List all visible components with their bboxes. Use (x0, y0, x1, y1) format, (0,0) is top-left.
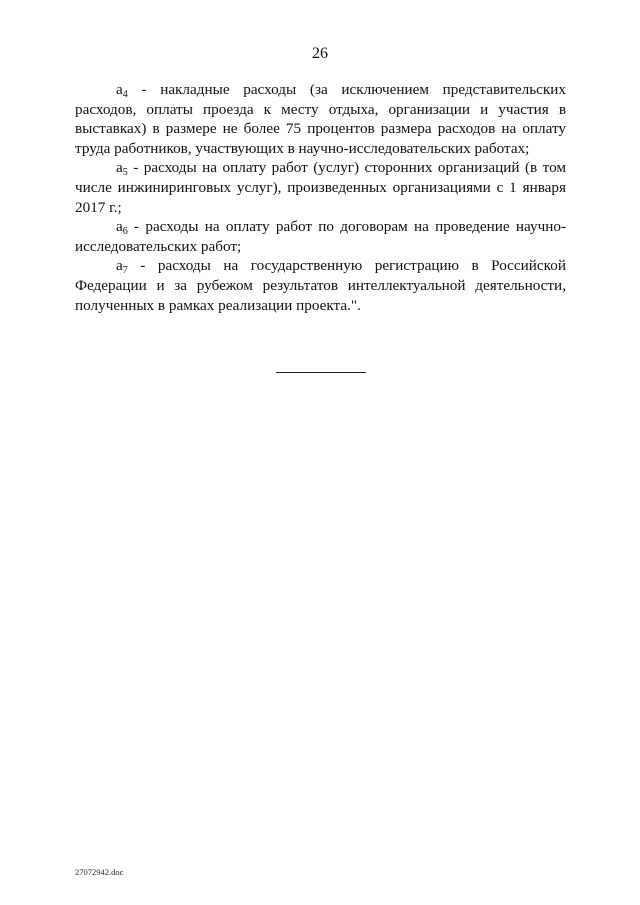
variable-subscript: 5 (122, 167, 128, 179)
footer-filename: 27072942.doc (75, 867, 124, 877)
variable-letter: a (116, 218, 123, 236)
paragraph-a7 (75, 256, 566, 315)
paragraph-text: - расходы на оплату работ по договорам на проведение научно-исследовательских работ; (75, 218, 566, 255)
paragraph-a6 (75, 217, 566, 256)
variable-subscript: 4 (122, 89, 128, 100)
variable-subscript: 7 (122, 265, 128, 277)
end-rule (276, 372, 366, 373)
variable-subscript: 6 (122, 226, 128, 238)
variable-letter: a (116, 81, 123, 98)
variable-letter: a (116, 159, 123, 177)
document-body (75, 80, 566, 315)
page-number: 26 (312, 45, 328, 62)
variable-letter: a (116, 257, 123, 275)
paragraph-text: - накладные расходы (за исключением представительских расходов, оплаты проезда к месту отдыха, организации и участия в выставках) в размере не более 75 процентов размера расходов на оплату труда работников, участвующих в научно-исследовательских работах; (75, 81, 566, 157)
paragraph-text: - расходы на государственную регистрацию в Российской Федерации и за рубежом результатов интеллектуальной деятельности, полученных в рамках реализации проекта.". (75, 257, 566, 314)
paragraph-text: - расходы на оплату работ (услуг) сторонних организаций (в том числе инжиниринговых услуг), произведенных организациями с 1 января 2017 г.; (75, 159, 566, 216)
paragraph-a4 (75, 80, 566, 158)
paragraph-a5 (75, 158, 566, 217)
